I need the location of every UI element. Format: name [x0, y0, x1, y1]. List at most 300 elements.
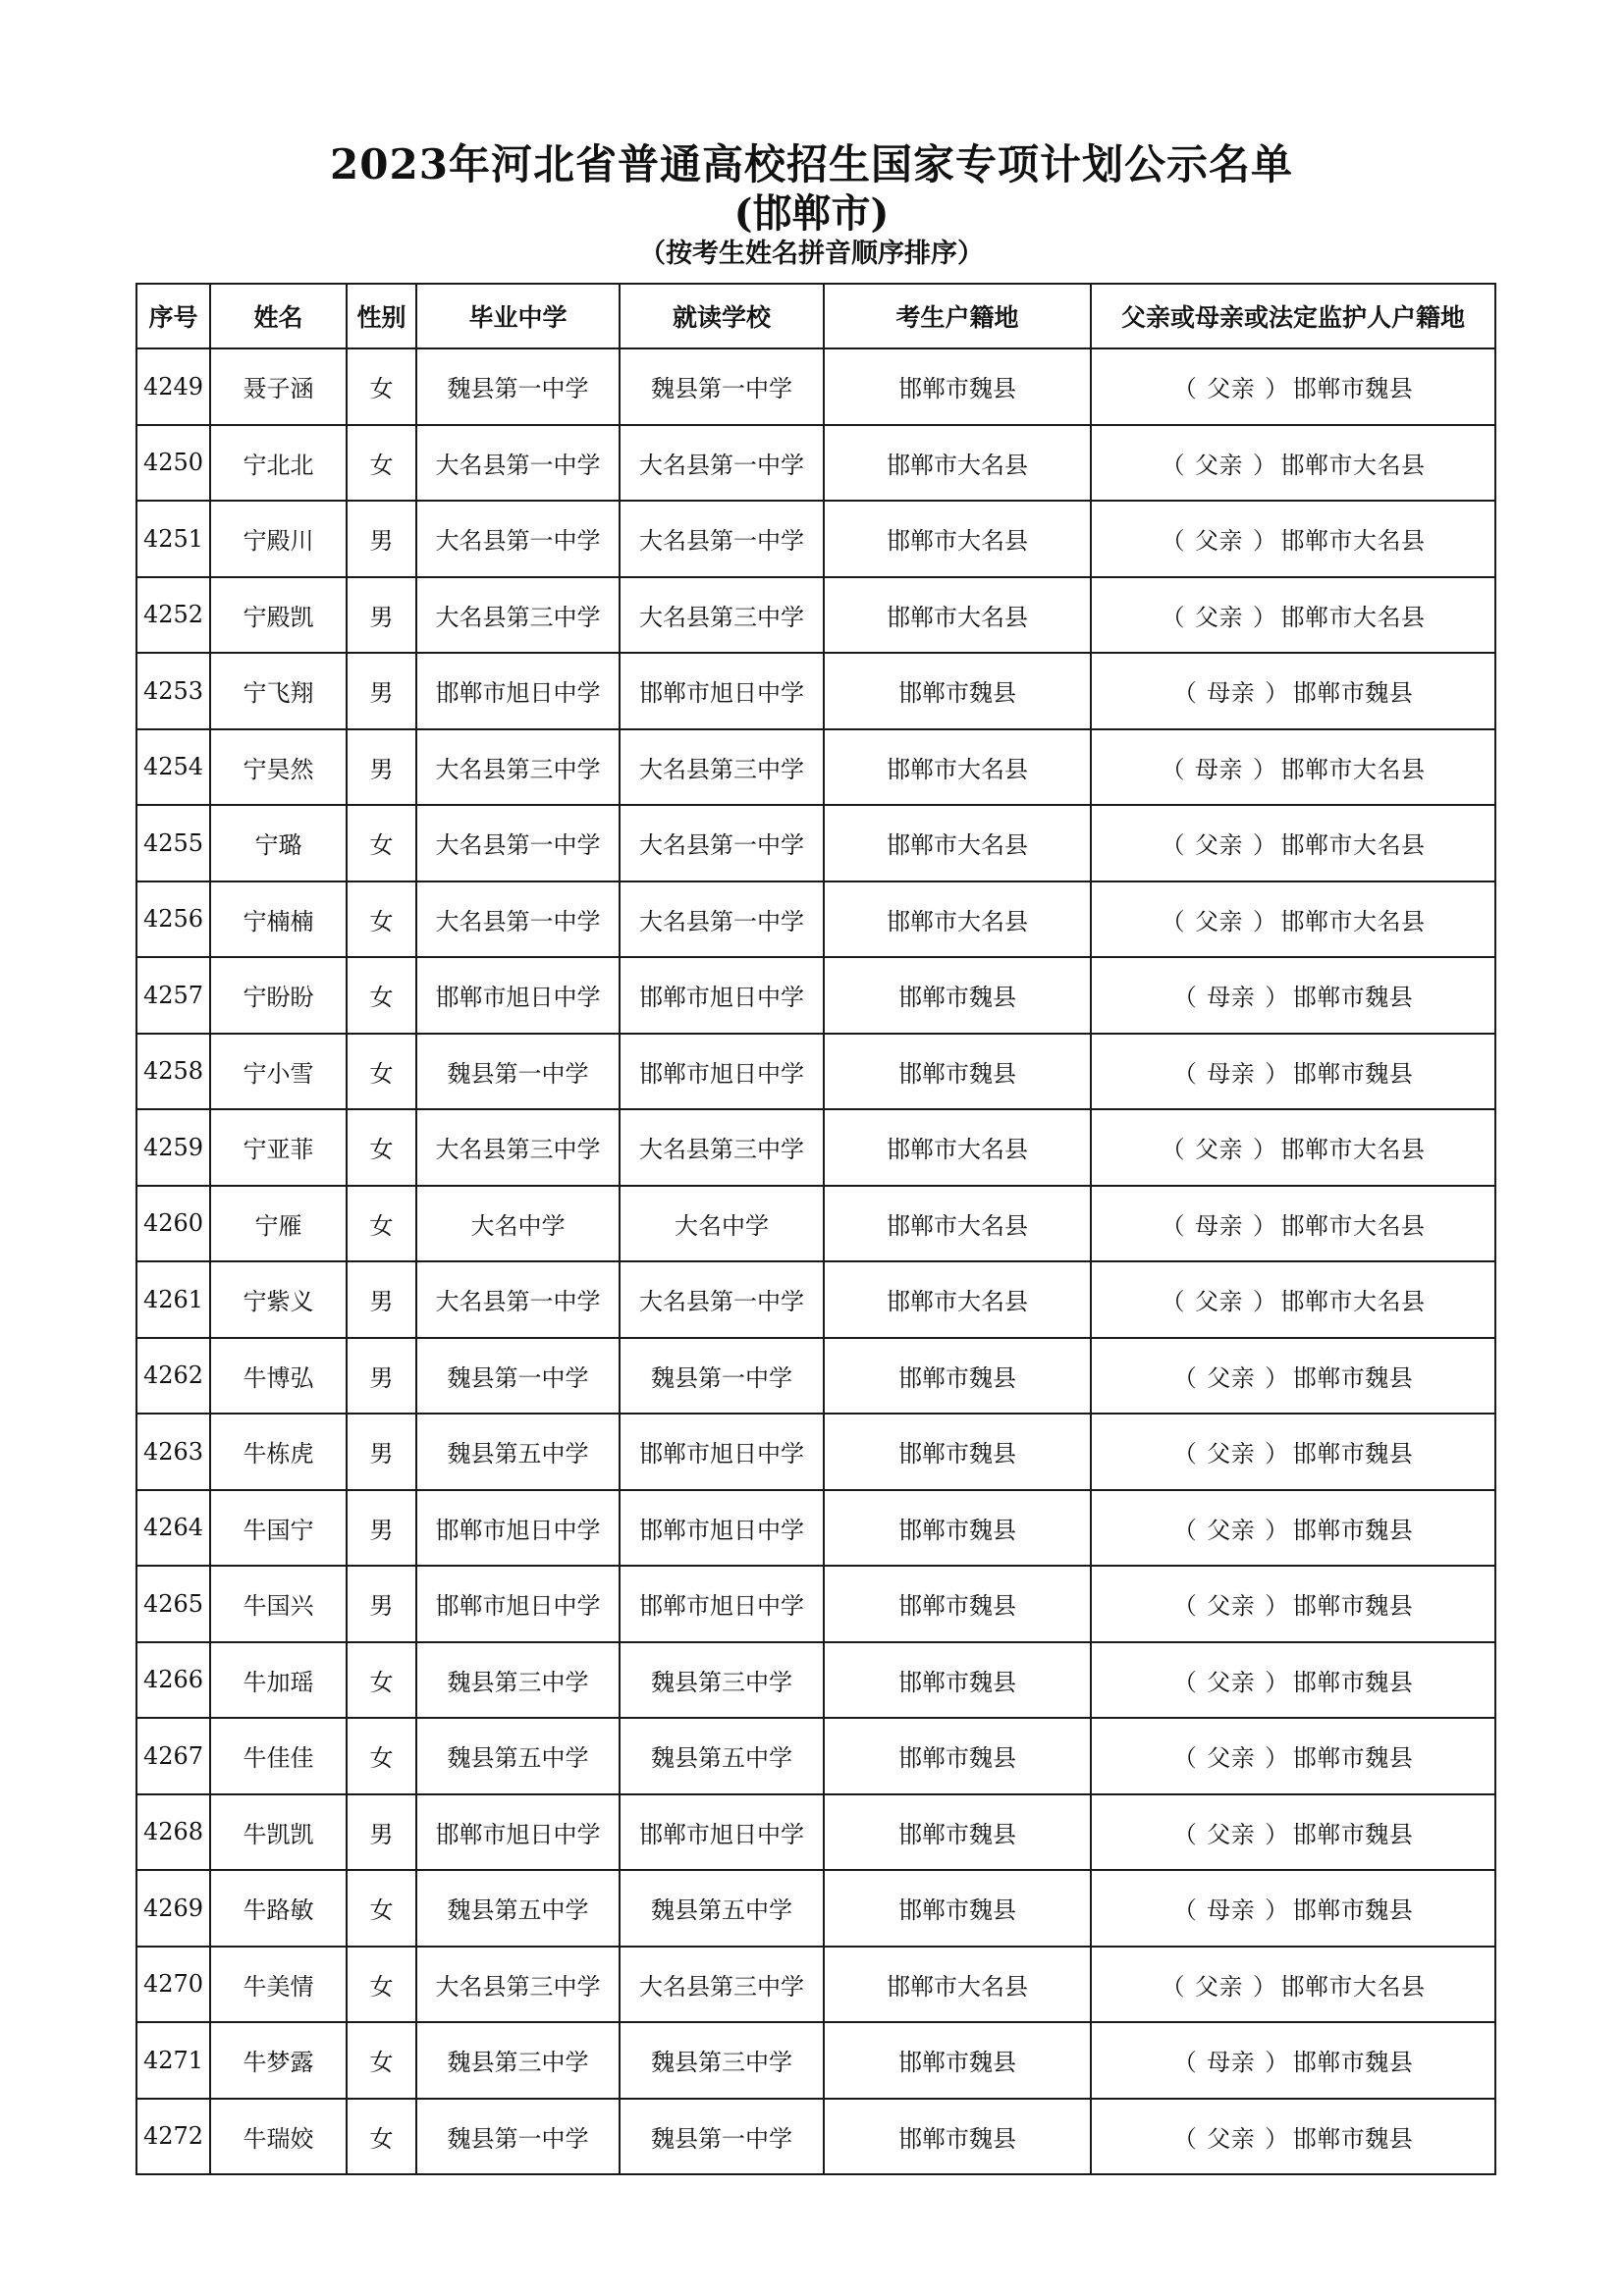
guardian-hukou-place: 邯郸市魏县: [1292, 1668, 1414, 1696]
cell-gender: 男: [347, 577, 416, 654]
cell-current-school: 魏县第五中学: [620, 1870, 824, 1947]
cell-name: 牛国宁: [210, 1490, 347, 1567]
guardian-relation: 父亲: [1195, 603, 1243, 631]
guardian-hukou-place: 邯郸市魏县: [1292, 2124, 1414, 2153]
cell-guardian-hukou: [1091, 957, 1495, 1034]
paren-open: （: [1161, 451, 1185, 479]
cell-gender: 男: [347, 729, 416, 806]
table-row: [136, 1794, 1495, 1871]
guardian-relation: 父亲: [1195, 1972, 1243, 2001]
cell-seq: 4265: [136, 1566, 210, 1642]
cell-gender: 女: [347, 425, 416, 502]
cell-seq: 4260: [136, 1186, 210, 1262]
cell-guardian-hukou: [1091, 1947, 1495, 2023]
cell-current-school: 邯郸市旭日中学: [620, 1490, 824, 1567]
guardian-relation: 母亲: [1207, 1896, 1256, 1925]
cell-seq: 4264: [136, 1490, 210, 1567]
guardian-hukou-place: 邯郸市大名县: [1280, 831, 1426, 860]
table-row: [136, 348, 1495, 425]
cell-name: 宁雁: [210, 1186, 347, 1262]
cell-grad-school: 邯郸市旭日中学: [416, 1794, 620, 1871]
cell-hukou: 邯郸市大名县: [824, 729, 1091, 806]
cell-gender: 女: [347, 805, 416, 881]
cell-gender: 女: [347, 348, 416, 425]
guardian-hukou-place: 邯郸市魏县: [1292, 1516, 1414, 1544]
cell-current-school: 魏县第三中学: [620, 2022, 824, 2099]
cell-guardian-hukou: [1091, 425, 1495, 502]
guardian-hukou-place: 邯郸市大名县: [1280, 451, 1426, 479]
header-hukou: 考生户籍地: [824, 284, 1091, 348]
cell-name: 牛国兴: [210, 1566, 347, 1642]
guardian-relation: 父亲: [1195, 831, 1243, 860]
cell-gender: 男: [347, 653, 416, 729]
paren-open: （: [1161, 1211, 1185, 1240]
guardian-relation: 父亲: [1195, 451, 1243, 479]
header-current-school: 就读学校: [620, 284, 824, 348]
paren-close: ）: [1265, 1896, 1289, 1925]
cell-grad-school: 魏县第五中学: [416, 1870, 620, 1947]
guardian-relation: 父亲: [1195, 1136, 1243, 1164]
cell-gender: 女: [347, 2099, 416, 2175]
guardian-hukou-place: 邯郸市魏县: [1292, 1363, 1414, 1392]
paren-open: （: [1172, 375, 1198, 403]
guardian-hukou-place: 邯郸市魏县: [1292, 984, 1414, 1012]
cell-name: 牛栋虎: [210, 1414, 347, 1490]
cell-gender: 男: [347, 1794, 416, 1871]
paren-close: ）: [1253, 527, 1277, 556]
cell-grad-school: 魏县第一中学: [416, 1338, 620, 1415]
cell-hukou: 邯郸市魏县: [824, 1870, 1091, 1947]
cell-seq: 4261: [136, 1261, 210, 1338]
cell-name: 宁亚菲: [210, 1109, 347, 1186]
cell-guardian-hukou: [1091, 653, 1495, 729]
cell-name: 宁飞翔: [210, 653, 347, 729]
paren-open: （: [1172, 1744, 1198, 1773]
cell-hukou: 邯郸市魏县: [824, 1642, 1091, 1719]
paren-close: ）: [1265, 1516, 1289, 1544]
cell-current-school: 大名县第一中学: [620, 425, 824, 502]
guardian-hukou-place: 邯郸市魏县: [1292, 1820, 1414, 1848]
guardian-hukou-place: 邯郸市大名县: [1280, 907, 1426, 935]
cell-name: 牛梦露: [210, 2022, 347, 2099]
cell-gender: 男: [347, 501, 416, 577]
cell-gender: 男: [347, 1338, 416, 1415]
cell-grad-school: 大名中学: [416, 1186, 620, 1262]
cell-hukou: 邯郸市魏县: [824, 957, 1091, 1034]
cell-grad-school: 大名县第一中学: [416, 881, 620, 958]
paren-open: （: [1172, 1896, 1198, 1925]
cell-guardian-hukou: [1091, 1261, 1495, 1338]
guardian-hukou-place: 邯郸市大名县: [1280, 1972, 1426, 2001]
cell-name: 宁楠楠: [210, 881, 347, 958]
cell-seq: 4258: [136, 1034, 210, 1110]
cell-guardian-hukou: [1091, 1642, 1495, 1719]
guardian-relation: 父亲: [1207, 1820, 1256, 1848]
cell-grad-school: 魏县第一中学: [416, 2099, 620, 2175]
cell-hukou: 邯郸市魏县: [824, 2022, 1091, 2099]
cell-name: 牛路敏: [210, 1870, 347, 1947]
paren-close: ）: [1253, 831, 1277, 860]
cell-hukou: 邯郸市魏县: [824, 2099, 1091, 2175]
cell-grad-school: 邯郸市旭日中学: [416, 653, 620, 729]
cell-guardian-hukou: [1091, 1414, 1495, 1490]
paren-open: （: [1161, 755, 1185, 783]
paren-close: ）: [1265, 1363, 1289, 1392]
cell-hukou: 邯郸市魏县: [824, 1566, 1091, 1642]
guardian-relation: 父亲: [1207, 375, 1256, 403]
guardian-hukou-place: 邯郸市大名县: [1280, 603, 1426, 631]
table-row: [136, 425, 1495, 502]
cell-gender: 女: [347, 1186, 416, 1262]
cell-grad-school: 魏县第五中学: [416, 1718, 620, 1794]
cell-gender: 女: [347, 1109, 416, 1186]
cell-current-school: 大名县第一中学: [620, 881, 824, 958]
cell-hukou: 邯郸市魏县: [824, 1034, 1091, 1110]
cell-seq: 4259: [136, 1109, 210, 1186]
cell-guardian-hukou: [1091, 2099, 1495, 2175]
cell-gender: 女: [347, 1642, 416, 1719]
cell-grad-school: 大名县第一中学: [416, 805, 620, 881]
guardian-hukou-place: 邯郸市大名县: [1280, 1211, 1426, 1240]
cell-hukou: 邯郸市大名县: [824, 881, 1091, 958]
table-row: [136, 1642, 1495, 1719]
paren-open: （: [1161, 907, 1185, 935]
paren-open: （: [1172, 1516, 1198, 1544]
cell-gender: 女: [347, 1947, 416, 2023]
paren-close: ）: [1265, 375, 1289, 403]
guardian-relation: 母亲: [1207, 1059, 1256, 1088]
cell-name: 牛瑞姣: [210, 2099, 347, 2175]
cell-name: 牛佳佳: [210, 1718, 347, 1794]
cell-grad-school: 大名县第三中学: [416, 729, 620, 806]
cell-current-school: 邯郸市旭日中学: [620, 1794, 824, 1871]
guardian-hukou-place: 邯郸市魏县: [1292, 679, 1414, 708]
table-row: [136, 577, 1495, 654]
header-grad-school: 毕业中学: [416, 284, 620, 348]
cell-seq: 4266: [136, 1642, 210, 1719]
paren-close: ）: [1253, 1211, 1277, 1240]
cell-current-school: 魏县第一中学: [620, 348, 824, 425]
roster-table: [135, 283, 1496, 2175]
cell-guardian-hukou: [1091, 729, 1495, 806]
cell-grad-school: 邯郸市旭日中学: [416, 957, 620, 1034]
cell-gender: 男: [347, 1414, 416, 1490]
paren-close: ）: [1265, 1592, 1289, 1621]
cell-guardian-hukou: [1091, 2022, 1495, 2099]
cell-seq: 4249: [136, 348, 210, 425]
cell-guardian-hukou: [1091, 1109, 1495, 1186]
table-row: [136, 1261, 1495, 1338]
paren-open: （: [1172, 2124, 1198, 2153]
cell-guardian-hukou: [1091, 881, 1495, 958]
cell-guardian-hukou: [1091, 1870, 1495, 1947]
cell-hukou: 邯郸市魏县: [824, 1414, 1091, 1490]
cell-name: 牛加瑶: [210, 1642, 347, 1719]
table-row: [136, 653, 1495, 729]
cell-grad-school: 大名县第三中学: [416, 577, 620, 654]
cell-seq: 4253: [136, 653, 210, 729]
guardian-hukou-place: 邯郸市大名县: [1280, 755, 1426, 783]
cell-current-school: 邯郸市旭日中学: [620, 1034, 824, 1110]
paren-open: （: [1172, 2049, 1198, 2077]
cell-current-school: 大名中学: [620, 1186, 824, 1262]
cell-grad-school: 大名县第一中学: [416, 425, 620, 502]
cell-gender: 男: [347, 1566, 416, 1642]
table-row: [136, 1718, 1495, 1794]
paren-close: ）: [1265, 1744, 1289, 1773]
guardian-hukou-place: 邯郸市大名县: [1280, 1288, 1426, 1316]
cell-seq: 4269: [136, 1870, 210, 1947]
table-row: [136, 957, 1495, 1034]
guardian-hukou-place: 邯郸市大名县: [1280, 527, 1426, 556]
cell-hukou: 邯郸市大名县: [824, 501, 1091, 577]
paren-close: ）: [1265, 984, 1289, 1012]
paren-open: （: [1172, 1059, 1198, 1088]
cell-current-school: 魏县第三中学: [620, 1642, 824, 1719]
cell-hukou: 邯郸市魏县: [824, 1490, 1091, 1567]
cell-hukou: 邯郸市大名县: [824, 1261, 1091, 1338]
cell-hukou: 邯郸市魏县: [824, 1794, 1091, 1871]
cell-name: 宁盼盼: [210, 957, 347, 1034]
guardian-hukou-place: 邯郸市魏县: [1292, 2049, 1414, 2077]
cell-grad-school: 魏县第五中学: [416, 1414, 620, 1490]
cell-hukou: 邯郸市大名县: [824, 805, 1091, 881]
cell-guardian-hukou: [1091, 1186, 1495, 1262]
cell-hukou: 邯郸市魏县: [824, 653, 1091, 729]
table-row: [136, 1186, 1495, 1262]
guardian-relation: 母亲: [1207, 679, 1256, 708]
paren-close: ）: [1265, 2124, 1289, 2153]
cell-guardian-hukou: [1091, 1338, 1495, 1415]
paren-open: （: [1172, 1668, 1198, 1696]
paren-open: （: [1172, 984, 1198, 1012]
guardian-relation: 父亲: [1207, 1744, 1256, 1773]
table-row: [136, 2022, 1495, 2099]
table-row: [136, 1414, 1495, 1490]
cell-name: 牛美情: [210, 1947, 347, 2023]
cell-grad-school: 大名县第一中学: [416, 501, 620, 577]
paren-close: ）: [1253, 907, 1277, 935]
cell-guardian-hukou: [1091, 1490, 1495, 1567]
document-sort-note: （按考生姓名拼音顺序排序）: [639, 239, 984, 269]
cell-seq: 4262: [136, 1338, 210, 1415]
cell-current-school: 大名县第三中学: [620, 577, 824, 654]
header-name: 姓名: [210, 284, 347, 348]
paren-close: ）: [1265, 1820, 1289, 1848]
paren-close: ）: [1265, 2049, 1289, 2077]
cell-name: 宁殿川: [210, 501, 347, 577]
cell-gender: 女: [347, 1870, 416, 1947]
cell-name: 宁璐: [210, 805, 347, 881]
table-body: [136, 348, 1495, 2174]
header-gender: 性别: [347, 284, 416, 348]
guardian-relation: 父亲: [1207, 1516, 1256, 1544]
cell-name: 宁北北: [210, 425, 347, 502]
paren-open: （: [1161, 1972, 1185, 2001]
guardian-hukou-place: 邯郸市魏县: [1292, 1440, 1414, 1468]
paren-close: ）: [1253, 1972, 1277, 2001]
table-header-row: [136, 284, 1495, 348]
cell-name: 宁殿凯: [210, 577, 347, 654]
guardian-hukou-place: 邯郸市魏县: [1292, 1744, 1414, 1773]
cell-seq: 4252: [136, 577, 210, 654]
cell-gender: 男: [347, 1490, 416, 1567]
cell-seq: 4257: [136, 957, 210, 1034]
cell-gender: 女: [347, 1718, 416, 1794]
cell-seq: 4271: [136, 2022, 210, 2099]
cell-grad-school: 大名县第一中学: [416, 1261, 620, 1338]
cell-gender: 女: [347, 1034, 416, 1110]
cell-current-school: 邯郸市旭日中学: [620, 1566, 824, 1642]
guardian-relation: 父亲: [1195, 907, 1243, 935]
paren-close: ）: [1253, 603, 1277, 631]
document-title: 2023年河北省普通高校招生国家专项计划公示名单: [330, 140, 1293, 188]
cell-grad-school: 邯郸市旭日中学: [416, 1566, 620, 1642]
paren-close: ）: [1265, 1059, 1289, 1088]
table-row: [136, 1566, 1495, 1642]
table-row: [136, 1034, 1495, 1110]
paren-close: ）: [1265, 679, 1289, 708]
guardian-hukou-place: 邯郸市魏县: [1292, 1592, 1414, 1621]
paren-open: （: [1161, 603, 1185, 631]
guardian-relation: 父亲: [1207, 2124, 1256, 2153]
guardian-hukou-place: 邯郸市魏县: [1292, 1059, 1414, 1088]
table-row: [136, 1870, 1495, 1947]
guardian-hukou-place: 邯郸市大名县: [1280, 1136, 1426, 1164]
paren-close: ）: [1253, 451, 1277, 479]
cell-hukou: 邯郸市大名县: [824, 425, 1091, 502]
paren-open: （: [1161, 831, 1185, 860]
paren-open: （: [1172, 1363, 1198, 1392]
guardian-relation: 母亲: [1207, 984, 1256, 1012]
cell-grad-school: 魏县第三中学: [416, 1642, 620, 1719]
table-row: [136, 1947, 1495, 2023]
cell-current-school: 邯郸市旭日中学: [620, 1414, 824, 1490]
cell-current-school: 大名县第三中学: [620, 1109, 824, 1186]
cell-guardian-hukou: [1091, 1718, 1495, 1794]
cell-current-school: 魏县第一中学: [620, 2099, 824, 2175]
table-row: [136, 2099, 1495, 2175]
paren-open: （: [1172, 1820, 1198, 1848]
paren-open: （: [1161, 1136, 1185, 1164]
cell-name: 宁小雪: [210, 1034, 347, 1110]
cell-current-school: 大名县第一中学: [620, 1261, 824, 1338]
cell-seq: 4255: [136, 805, 210, 881]
guardian-hukou-place: 邯郸市魏县: [1292, 375, 1414, 403]
paren-close: ）: [1253, 1288, 1277, 1316]
cell-guardian-hukou: [1091, 348, 1495, 425]
guardian-relation: 父亲: [1195, 527, 1243, 556]
cell-guardian-hukou: [1091, 577, 1495, 654]
cell-name: 宁昊然: [210, 729, 347, 806]
cell-current-school: 大名县第三中学: [620, 1947, 824, 2023]
cell-current-school: 大名县第一中学: [620, 805, 824, 881]
paren-open: （: [1172, 1592, 1198, 1621]
cell-hukou: 邯郸市魏县: [824, 348, 1091, 425]
guardian-relation: 母亲: [1195, 1211, 1243, 1240]
table-row: [136, 1490, 1495, 1567]
cell-gender: 女: [347, 2022, 416, 2099]
cell-name: 牛博弘: [210, 1338, 347, 1415]
paren-open: （: [1172, 1440, 1198, 1468]
cell-guardian-hukou: [1091, 1566, 1495, 1642]
cell-grad-school: 魏县第一中学: [416, 1034, 620, 1110]
table-row: [136, 881, 1495, 958]
cell-grad-school: 邯郸市旭日中学: [416, 1490, 620, 1567]
cell-gender: 女: [347, 881, 416, 958]
cell-grad-school: 大名县第三中学: [416, 1947, 620, 2023]
table-row: [136, 501, 1495, 577]
guardian-relation: 父亲: [1207, 1592, 1256, 1621]
cell-hukou: 邯郸市大名县: [824, 1186, 1091, 1262]
cell-grad-school: 魏县第三中学: [416, 2022, 620, 2099]
cell-current-school: 魏县第五中学: [620, 1718, 824, 1794]
document-subtitle: (邯郸市): [733, 190, 890, 237]
header-guardian-hukou: 父亲或母亲或法定监护人户籍地: [1091, 284, 1495, 348]
cell-name: 聂子涵: [210, 348, 347, 425]
paren-open: （: [1172, 679, 1198, 708]
cell-seq: 4250: [136, 425, 210, 502]
guardian-relation: 父亲: [1207, 1440, 1256, 1468]
cell-seq: 4272: [136, 2099, 210, 2175]
cell-current-school: 邯郸市旭日中学: [620, 653, 824, 729]
cell-seq: 4263: [136, 1414, 210, 1490]
cell-grad-school: 魏县第一中学: [416, 348, 620, 425]
cell-current-school: 大名县第三中学: [620, 729, 824, 806]
cell-current-school: 大名县第一中学: [620, 501, 824, 577]
cell-hukou: 邯郸市大名县: [824, 1947, 1091, 2023]
paren-close: ）: [1265, 1440, 1289, 1468]
guardian-relation: 父亲: [1195, 1288, 1243, 1316]
cell-hukou: 邯郸市大名县: [824, 1109, 1091, 1186]
cell-seq: 4256: [136, 881, 210, 958]
cell-hukou: 邯郸市魏县: [824, 1718, 1091, 1794]
cell-name: 牛凯凯: [210, 1794, 347, 1871]
cell-guardian-hukou: [1091, 1034, 1495, 1110]
cell-name: 宁紫义: [210, 1261, 347, 1338]
cell-seq: 4268: [136, 1794, 210, 1871]
table-row: [136, 729, 1495, 806]
paren-close: ）: [1265, 1668, 1289, 1696]
cell-seq: 4254: [136, 729, 210, 806]
paren-close: ）: [1253, 1136, 1277, 1164]
cell-guardian-hukou: [1091, 501, 1495, 577]
guardian-hukou-place: 邯郸市魏县: [1292, 1896, 1414, 1925]
cell-seq: 4270: [136, 1947, 210, 2023]
cell-gender: 女: [347, 957, 416, 1034]
cell-grad-school: 大名县第三中学: [416, 1109, 620, 1186]
cell-guardian-hukou: [1091, 1794, 1495, 1871]
paren-open: （: [1161, 1288, 1185, 1316]
cell-seq: 4251: [136, 501, 210, 577]
paren-open: （: [1161, 527, 1185, 556]
header-seq: 序号: [136, 284, 210, 348]
table-row: [136, 1109, 1495, 1186]
guardian-relation: 母亲: [1207, 2049, 1256, 2077]
guardian-relation: 父亲: [1207, 1668, 1256, 1696]
guardian-relation: 母亲: [1195, 755, 1243, 783]
table-row: [136, 805, 1495, 881]
cell-gender: 男: [347, 1261, 416, 1338]
cell-current-school: 魏县第一中学: [620, 1338, 824, 1415]
cell-current-school: 邯郸市旭日中学: [620, 957, 824, 1034]
cell-guardian-hukou: [1091, 805, 1495, 881]
table-row: [136, 1338, 1495, 1415]
cell-hukou: 邯郸市大名县: [824, 577, 1091, 654]
cell-seq: 4267: [136, 1718, 210, 1794]
cell-hukou: 邯郸市魏县: [824, 1338, 1091, 1415]
guardian-relation: 父亲: [1207, 1363, 1256, 1392]
